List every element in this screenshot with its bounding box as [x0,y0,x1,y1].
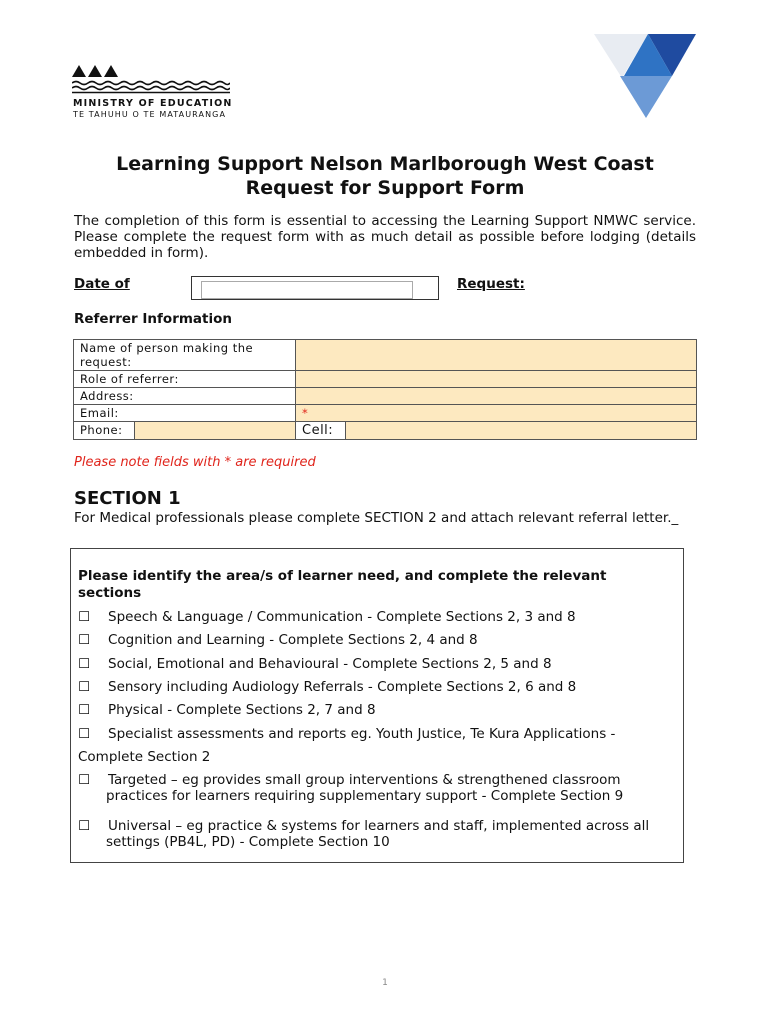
list-item [78,702,376,718]
form-title-line1: Learning Support Nelson Marlborough West Coast [116,153,654,175]
section-1-description: For Medical professionals please complete SECTION 2 and attach relevant referral letter._ [74,510,679,526]
ministry-logo-waves-icon [72,80,230,94]
section-1-title: SECTION 1 [74,488,181,509]
option-label: Physical - Complete Sections 2, 7 and 8 [108,702,376,718]
option-label: Universal – eg practice & systems for learners and staff, implemented across all [108,818,650,834]
option-label: Sensory including Audiology Referrals - Complete Sections 2, 6 and 8 [108,679,577,695]
list-item [78,656,552,672]
form-title-line2: Request for Support Form [245,177,525,199]
cell-input[interactable] [346,422,697,440]
form-title [0,152,770,200]
option-label: Targeted – eg provides small group interventions & strengthened classroom [108,772,621,788]
name-label: Name of person making the request: [74,340,296,371]
phone-label: Phone: [74,422,135,440]
table-row [74,422,697,440]
table-row [74,371,697,388]
option-label: Social, Emotional and Behavioural - Complete Sections 2, 5 and 8 [108,656,552,672]
cell-label: Cell: [302,423,334,438]
required-marker: * [302,406,309,420]
option-label: Specialist assessments and reports eg. Youth Justice, Te Kura Applications - [108,726,616,742]
list-item [78,726,615,742]
table-row [74,388,697,405]
intro-paragraph: The completion of this form is essential to accessing the Learning Support NMWC service. Please complete the request form with as much detail as possible before lodging (details embedded in form). [74,213,696,261]
address-label: Address: [74,388,296,405]
referrer-table [73,339,697,440]
checkbox-universal[interactable]: ☐ [78,818,91,834]
option-label: Complete Section 2 [78,749,211,765]
address-input[interactable] [296,388,697,405]
checkbox-speech-language[interactable]: ☐ [78,609,91,625]
list-item-continuation [78,749,210,765]
table-row [74,405,697,422]
checkbox-sensory[interactable]: ☐ [78,679,91,695]
checkbox-cognition-learning[interactable]: ☐ [78,632,91,648]
org-name-maori: TE TAHUHU O TE MATAURANGA [73,110,227,119]
referrer-heading: Referrer Information [74,311,232,327]
checkbox-social-emotional[interactable]: ☐ [78,656,91,672]
list-item [78,632,478,648]
list-item [78,609,576,625]
checkbox-physical[interactable]: ☐ [78,702,91,718]
request-label: Request: [457,276,525,292]
ministry-logo-peaks-icon [72,64,118,78]
option-label: Cognition and Learning - Complete Sections 2, 4 and 8 [108,632,478,648]
option-label: settings (PB4L, PD) - Complete Section 10 [106,834,390,850]
email-label: Email: [74,405,296,422]
org-name: MINISTRY OF EDUCATION [73,98,233,109]
list-item [78,818,684,850]
checkbox-specialist[interactable]: ☐ [78,726,91,742]
email-input[interactable] [296,405,697,422]
name-input[interactable] [296,340,697,371]
list-item [78,679,576,695]
phone-input[interactable] [135,422,296,440]
checkbox-targeted[interactable]: ☐ [78,772,91,788]
option-label: Speech & Language / Communication - Complete Sections 2, 3 and 8 [108,609,576,625]
role-input[interactable] [296,371,697,388]
table-row [74,340,697,371]
page-number: 1 [382,978,388,988]
corner-triangles-logo-icon [592,32,698,120]
cell-label-cell [296,422,346,440]
role-label: Role of referrer: [74,371,296,388]
date-of-label: Date of [74,276,130,292]
date-of-request-input[interactable] [201,281,413,299]
option-label: practices for learners requiring supplementary support - Complete Section 9 [106,788,624,804]
learner-needs-heading: Please identify the area/s of learner need, and complete the relevant sections [78,568,607,601]
required-fields-note: Please note fields with * are required [74,455,316,470]
list-item [78,772,684,804]
